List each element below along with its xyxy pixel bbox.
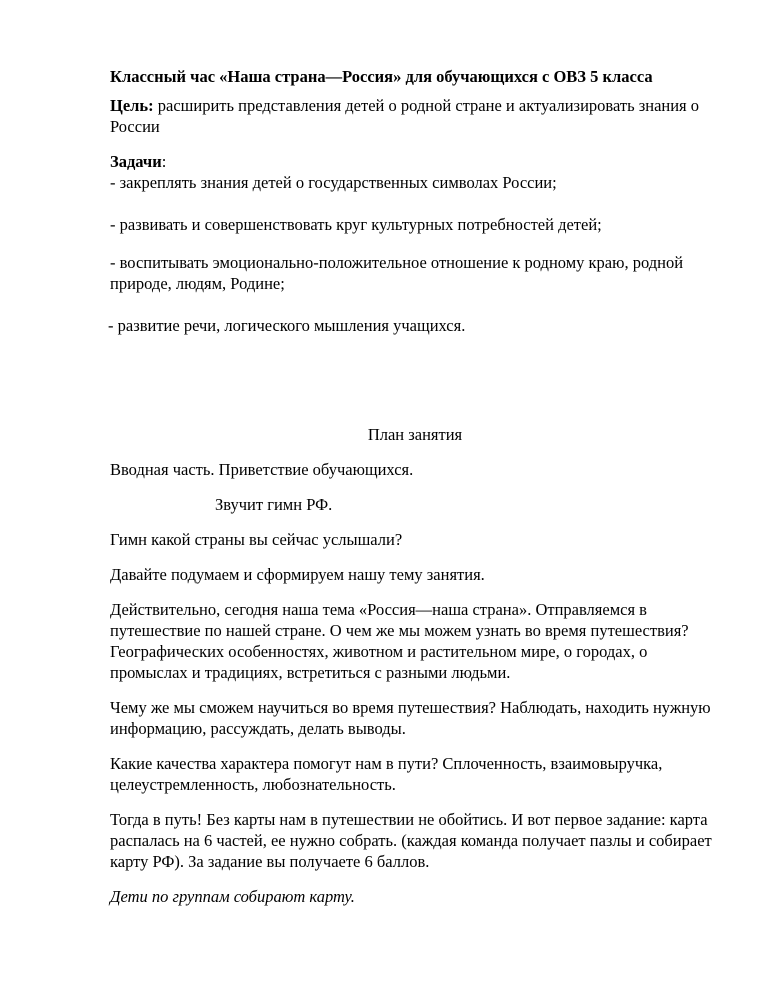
paragraph-anthem: Звучит гимн РФ.: [215, 495, 333, 514]
goal-paragraph: [110, 95, 720, 137]
task-item-1: - закреплять знания детей о государственных символах России;: [110, 173, 557, 192]
paragraph-map-task: Тогда в путь! Без карты нам в путешествии не обойтись. И вот первое задание: карта распалась на 6 частей, ее нужно собрать. (каждая команда получает пазлы и собирает карту РФ). За задание вы получаете 6 баллов.: [110, 810, 712, 871]
paragraph-question: Гимн какой страны вы сейчас услышали?: [110, 530, 403, 549]
goal-text: расширить представления детей о родной стране и актуализировать знания о России: [110, 96, 700, 136]
tasks-colon: :: [161, 152, 167, 171]
tasks-label: Задачи: [110, 152, 162, 171]
paragraph-topic: Давайте подумаем и сформируем нашу тему занятия.: [110, 565, 485, 584]
document-page: [110, 66, 720, 921]
paragraph-qualities: Какие качества характера помогут нам в пути? Сплоченность, взаимовыручка, целеустремленность, любознательность.: [110, 754, 663, 794]
paragraph-learn: Чему же мы сможем научиться во время путешествия? Наблюдать, находить нужную информацию, рассуждать, делать выводы.: [110, 698, 711, 738]
tasks-heading: [110, 151, 720, 172]
document-title: Классный час «Наша страна—Россия» для обучающихся с ОВЗ 5 класса: [110, 67, 653, 86]
plan-title: План занятия: [367, 425, 463, 444]
task-item-3: - воспитывать эмоционально-положительное отношение к родному краю, родной природе, людям, Родине;: [110, 253, 684, 293]
task-item-2: - развивать и совершенствовать круг культурных потребностей детей;: [110, 215, 602, 234]
paragraph-intro: Вводная часть. Приветствие обучающихся.: [110, 460, 414, 479]
paragraph-groups: Дети по группам собирают карту.: [110, 887, 355, 906]
paragraph-journey: Действительно, сегодня наша тема «Россия—наша страна». Отправляемся в путешествие по нашей стране. О чем же мы можем узнать во время путешествия? Географических особенностях, животном и растительном мире, о городах, о промыслах и традициях, встретиться с разными людьми.: [110, 600, 689, 682]
task-item-4: - развитие речи, логического мышления учащихся.: [108, 316, 466, 335]
goal-label: Цель:: [110, 96, 154, 115]
vertical-spacer: [110, 336, 720, 424]
